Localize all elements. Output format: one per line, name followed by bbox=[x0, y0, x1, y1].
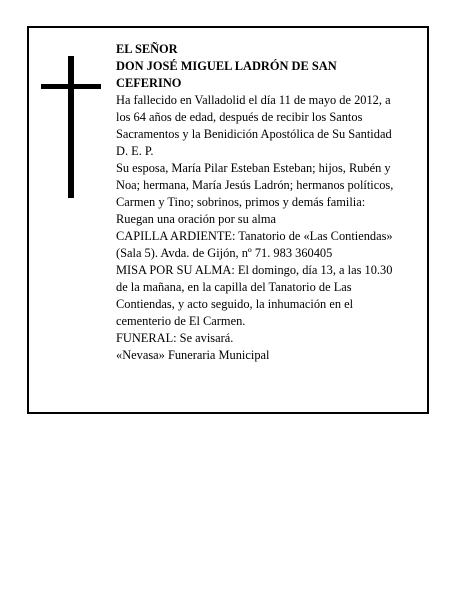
mass-line: de la mañana, en la capilla del Tanatorio de Las bbox=[116, 280, 352, 294]
obituary-notice bbox=[27, 26, 429, 414]
family-line: Carmen y Tino; sobrinos, primos y demás familia: bbox=[116, 195, 366, 209]
mass-line: cementerio de El Carmen. bbox=[116, 314, 246, 328]
death-info-line: Ha fallecido en Valladolid el día 11 de mayo de 2012, a bbox=[116, 93, 391, 107]
cross-vertical-bar bbox=[68, 56, 74, 198]
death-info-line: D. E. P. bbox=[116, 144, 154, 158]
family-line: Ruegan una oración por su alma bbox=[116, 212, 276, 226]
death-info-line: Sacramentos y la Benidición Apostólica de Su Santidad bbox=[116, 127, 392, 141]
funeral-home-line: «Nevasa» Funeraria Municipal bbox=[116, 348, 270, 362]
mass-line: Contiendas, y acto seguido, la inhumación en el bbox=[116, 297, 354, 311]
death-info-line: los 64 años de edad, después de recibir los Santos bbox=[116, 110, 363, 124]
heading-line: CEFERINO bbox=[116, 76, 182, 90]
heading-line: EL SEÑOR bbox=[116, 42, 178, 56]
funeral-line: FUNERAL: Se avisará. bbox=[116, 331, 234, 345]
chapel-line: (Sala 5). Avda. de Gijón, nº 71. 983 360405 bbox=[116, 246, 333, 260]
mass-line: MISA POR SU ALMA: El domingo, día 13, a las 10.30 bbox=[116, 263, 393, 277]
notice-text bbox=[116, 41, 426, 364]
family-line: Su esposa, María Pilar Esteban Esteban; hijos, Rubén y bbox=[116, 161, 391, 175]
family-line: Noa; hermana, María Jesús Ladrón; hermanos políticos, bbox=[116, 178, 394, 192]
cross-horizontal-bar bbox=[41, 84, 101, 89]
heading-line: DON JOSÉ MIGUEL LADRÓN DE SAN bbox=[116, 59, 337, 73]
chapel-line: CAPILLA ARDIENTE: Tanatorio de «Las Contiendas» bbox=[116, 229, 393, 243]
